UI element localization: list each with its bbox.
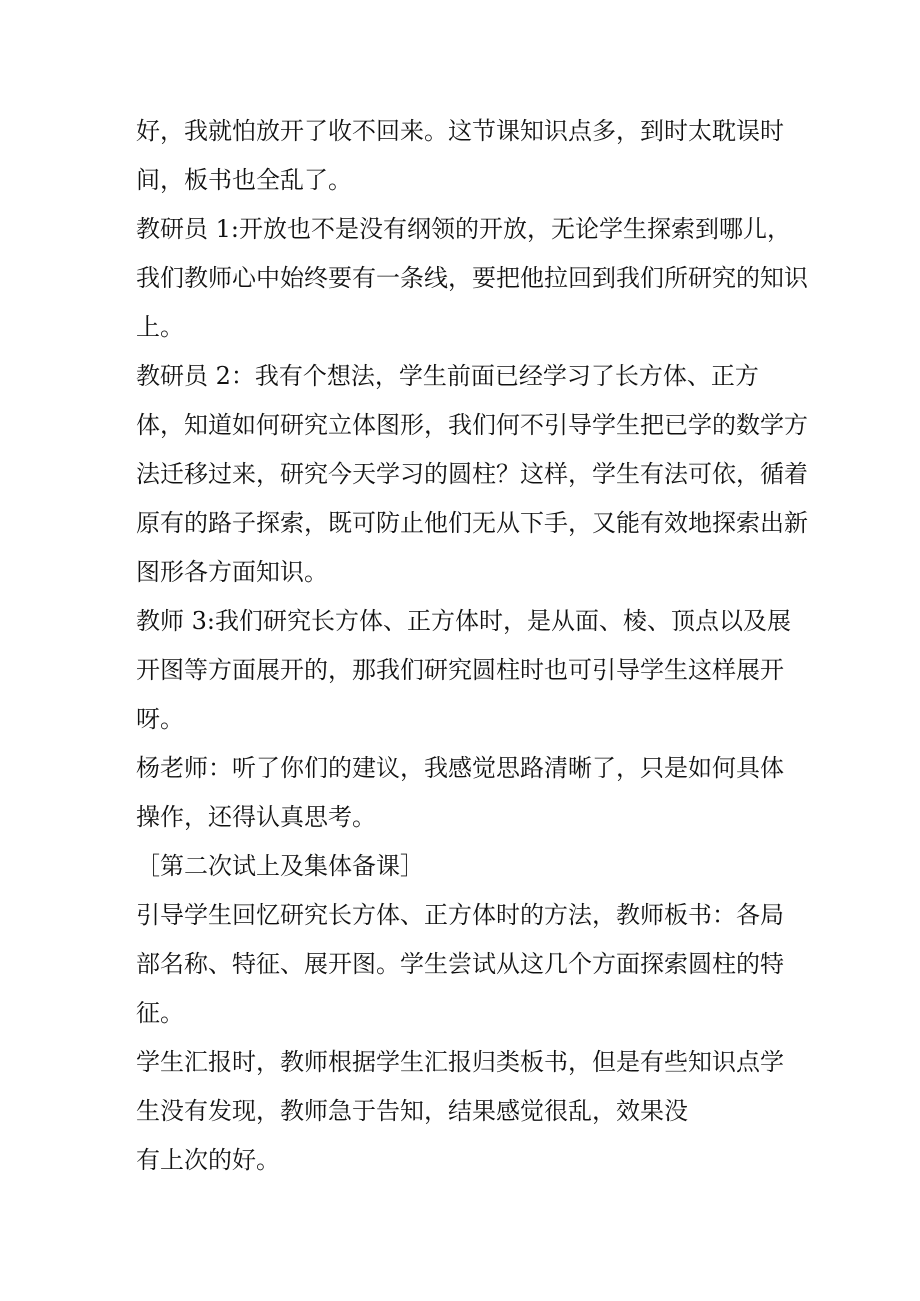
text-line: 生没有发现，教师急于告知，结果感觉很乱，效果没 [136, 1097, 688, 1125]
text-line: 好，我就怕放开了收不回来。这节课知识点多，到时太耽误时 [136, 117, 784, 145]
text-line: 我们教师心中始终要有一条线，要把他拉回到我们所研究的知识 [136, 264, 808, 292]
text-line: 教师 3:我们研究长方体、正方体时，是从面、棱、顶点以及展 [136, 607, 791, 635]
text-line: 原有的路子探索，既可防止他们无从下手，又能有效地探索出新 [136, 509, 808, 537]
text-line: 呀。 [136, 705, 184, 733]
text-line: 引导学生回忆研究长方体、正方体时的方法，教师板书：各局 [136, 901, 784, 929]
text-line: 法迁移过来，研究今天学习的圆柱？这样，学生有法可依，循着 [136, 460, 808, 488]
text-line: 教研员 1:开放也不是没有纲领的开放，无论学生探索到哪儿， [136, 215, 791, 243]
text-line: 有上次的好。 [136, 1146, 280, 1174]
text-line: 操作，还得认真思考。 [136, 803, 376, 831]
text-line: 体，知道如何研究立体图形，我们何不引导学生把已学的数学方 [136, 411, 808, 439]
text-line: 上。 [136, 313, 184, 341]
text-line: 教研员 2：我有个想法，学生前面已经学习了长方体、正方 [136, 362, 759, 390]
text-line: 间，板书也全乱了。 [136, 166, 352, 194]
text-line: 部名称、特征、展开图。学生尝试从这几个方面探索圆柱的特 [136, 950, 784, 978]
text-line: 图形各方面知识。 [136, 558, 328, 586]
text-line: 杨老师：听了你们的建议，我感觉思路清晰了，只是如何具体 [136, 754, 784, 782]
text-line: 学生汇报时，教师根据学生汇报归类板书，但是有些知识点学 [136, 1048, 784, 1076]
text-line: 征。 [136, 999, 184, 1027]
text-line: 开图等方面展开的，那我们研究圆柱时也可引导学生这样展开 [136, 656, 784, 684]
section-heading: ［第二次试上及集体备课］ [136, 852, 424, 880]
